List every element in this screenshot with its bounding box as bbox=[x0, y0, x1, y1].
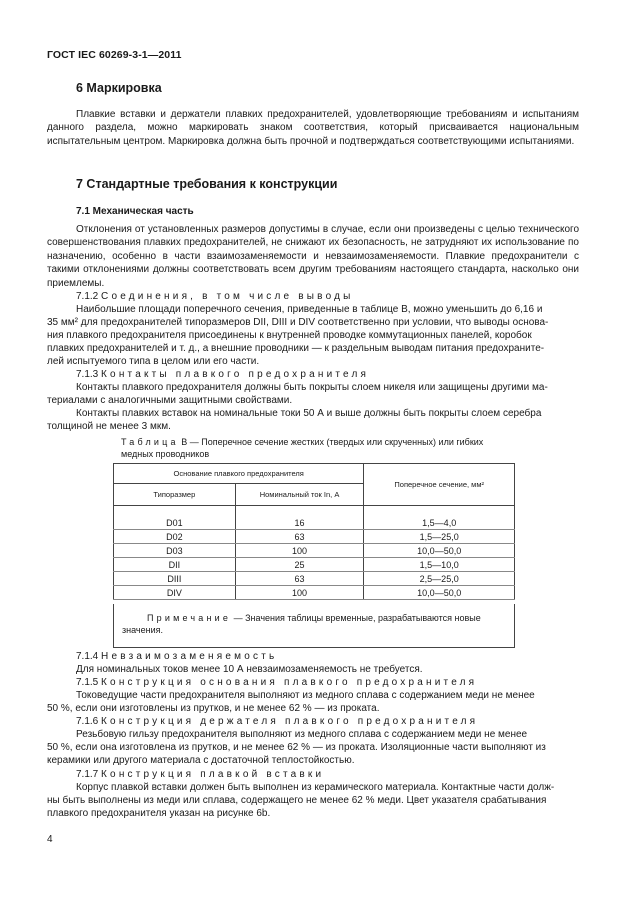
text-line: плавких предохранителей и т. д., а внешние проводники — к раздельным выводам питания предохраните- bbox=[47, 343, 545, 354]
header-label: Поперечное сечение, мм² bbox=[394, 480, 484, 489]
text-line: ны быть выполнены из меди или сплава, содержащего не менее 62 % меди. Цвет указателя срабатывания bbox=[47, 795, 547, 806]
text-line: Контакты плавких вставок на номинальные токи 50 А и выше должны быть покрыты слоем серебра bbox=[76, 408, 542, 419]
text-line: лей испытуемого типа в целом или его части. bbox=[47, 356, 260, 367]
section-7-1-5-heading bbox=[76, 676, 477, 689]
section-6-title: 6 Маркировка bbox=[76, 81, 162, 95]
table-cell: 100 bbox=[235, 586, 364, 600]
section-7-1-title: 7.1 Механическая часть bbox=[76, 206, 194, 217]
conductor-cross-section-table bbox=[113, 463, 515, 600]
table-caption-text: В — Поперечное сечение жестких (твердых или скрученных) или гибких bbox=[181, 437, 484, 447]
section-7-1-2-heading bbox=[76, 290, 354, 303]
table-cell: 1,5—4,0 bbox=[364, 506, 515, 530]
section-7-1-6-heading bbox=[76, 715, 478, 728]
table-cell: D03 bbox=[114, 544, 236, 558]
table-row bbox=[114, 544, 515, 558]
table-group-header: Основание плавкого предохранителя bbox=[114, 464, 364, 484]
section-7-1-4-heading bbox=[76, 650, 277, 663]
table-caption-text-2: медных проводников bbox=[121, 449, 210, 459]
note-text-2: значения. bbox=[122, 625, 163, 635]
table-cell: 16 bbox=[235, 506, 364, 530]
table-cell: DII bbox=[114, 558, 236, 572]
text-line: Резьбовую гильзу предохранителя выполняют из медного сплава с содержанием меди не менее bbox=[76, 729, 528, 740]
section-7-1-paragraph: Отклонения от установленных размеров допустимы в случае, если они произведены с целью технического совершенствования плавких предохранителей, не снижают их безопасность, не затрудняют их использование по назначению, особенно в части взаимозаменяемости и невзаимозаменяемости. Плавкие предохранители с такими отклонениями должны соответствовать всем другим требованиям настоящего стандарта, насколько они приемлемы. bbox=[47, 224, 579, 289]
text-line: 35 мм² для предохранителей типоразмеров DII, DIII и DIV соответственно при условии, что выводы основа- bbox=[47, 317, 549, 328]
table-note bbox=[113, 604, 515, 648]
text-line: плавкого предохранителя указан на рисунке 6b. bbox=[47, 808, 271, 819]
table-cell: 100 bbox=[235, 544, 364, 558]
table-cell: 10,0—50,0 bbox=[364, 586, 515, 600]
text-line: Токоведущие части предохранителя выполняют из медного сплава с содержанием меди не менее bbox=[76, 690, 535, 701]
table-cell: 63 bbox=[235, 530, 364, 544]
table-cell: 1,5—25,0 bbox=[364, 530, 515, 544]
section-6-paragraph: Плавкие вставки и держатели плавких предохранителей, удовлетворяющие требованиям и испытаниям данного раздела, можно маркировать знаком соответствия, который присваивается национальным испытательным центром. Маркировка должна быть прочной и подтверждаться соответствующими испытаниями. bbox=[47, 109, 579, 147]
text-line: Корпус плавкой вставки должен быть выполнен из керамического материала. Контактные части долж- bbox=[76, 782, 555, 793]
section-title: Контакты плавкого предохранителя bbox=[101, 369, 370, 380]
table-cell: D02 bbox=[114, 530, 236, 544]
section-title: Невзаимозаменяемость bbox=[101, 651, 278, 662]
table-col-header: Типоразмер bbox=[114, 484, 236, 506]
table-row bbox=[114, 572, 515, 586]
table-cell: 25 bbox=[235, 558, 364, 572]
section-title: Конструкция плавкой вставки bbox=[101, 769, 325, 780]
text-line: териалами с аналогичными защитными свойствами. bbox=[47, 395, 293, 406]
text-line: 50 %, если она изготовлена из прутков, и не менее 62 % — из проката. Изоляционные части выполняют из bbox=[47, 742, 546, 753]
text-line: толщиной не менее 3 мкм. bbox=[47, 421, 171, 432]
table-cell: 2,5—25,0 bbox=[364, 572, 515, 586]
section-number: 7.1.7 bbox=[76, 769, 99, 780]
section-number: 7.1.6 bbox=[76, 716, 99, 727]
text-line: 50 %, если они изготовлены из прутков, и не менее 62 % — из проката. bbox=[47, 703, 380, 714]
table-row bbox=[114, 558, 515, 572]
section-7-title: 7 Стандартные требования к конструкции bbox=[76, 177, 338, 191]
table-cell: D01 bbox=[114, 506, 236, 530]
note-label: Примечание bbox=[147, 613, 232, 623]
table-cell: 1,5—10,0 bbox=[364, 558, 515, 572]
section-title: Конструкция основания плавкого предохранителя bbox=[101, 677, 478, 688]
text-line: Наибольшие площади поперечного сечения, приведенные в таблице В, можно уменьшить до 6,16 и bbox=[76, 304, 543, 315]
table-row bbox=[114, 506, 515, 530]
table-caption bbox=[121, 436, 483, 448]
section-7-1-7-heading bbox=[76, 768, 324, 781]
table-cell: DIII bbox=[114, 572, 236, 586]
section-title: Конструкция держателя плавкого предохранителя bbox=[101, 716, 479, 727]
table-cell: DIV bbox=[114, 586, 236, 600]
table-col-header: Номинальный ток In, А bbox=[235, 484, 364, 506]
section-number: 7.1.3 bbox=[76, 369, 99, 380]
note-text: — Значения таблицы временные, разрабатываются новые bbox=[233, 613, 481, 623]
page-number: 4 bbox=[47, 834, 53, 845]
text-line: керамики или другого материала с достаточной теплостойкостью. bbox=[47, 755, 355, 766]
text-line: Для номинальных токов менее 10 А невзаимозаменяемость не требуется. bbox=[76, 664, 423, 675]
document-header: ГОСТ IEC 60269-3-1—2011 bbox=[47, 49, 182, 61]
table-row bbox=[114, 530, 515, 544]
table-cell: 10,0—50,0 bbox=[364, 544, 515, 558]
section-number: 7.1.2 bbox=[76, 291, 99, 302]
text-line: ния плавкого предохранителя присоединены к внутренней проводке коммутационных панелей, коробок bbox=[47, 330, 532, 341]
table-row bbox=[114, 586, 515, 600]
section-number: 7.1.5 bbox=[76, 677, 99, 688]
section-title: Соединения, в том числе выводы bbox=[101, 291, 354, 302]
section-number: 7.1.4 bbox=[76, 651, 99, 662]
table-cell: 63 bbox=[235, 572, 364, 586]
section-7-1-3-heading bbox=[76, 368, 369, 381]
table-col-header bbox=[364, 464, 515, 506]
table-caption-label: Таблица bbox=[121, 437, 179, 447]
text-line: Контакты плавкого предохранителя должны быть покрыты слоем никеля или защищены другими ма- bbox=[76, 382, 548, 393]
